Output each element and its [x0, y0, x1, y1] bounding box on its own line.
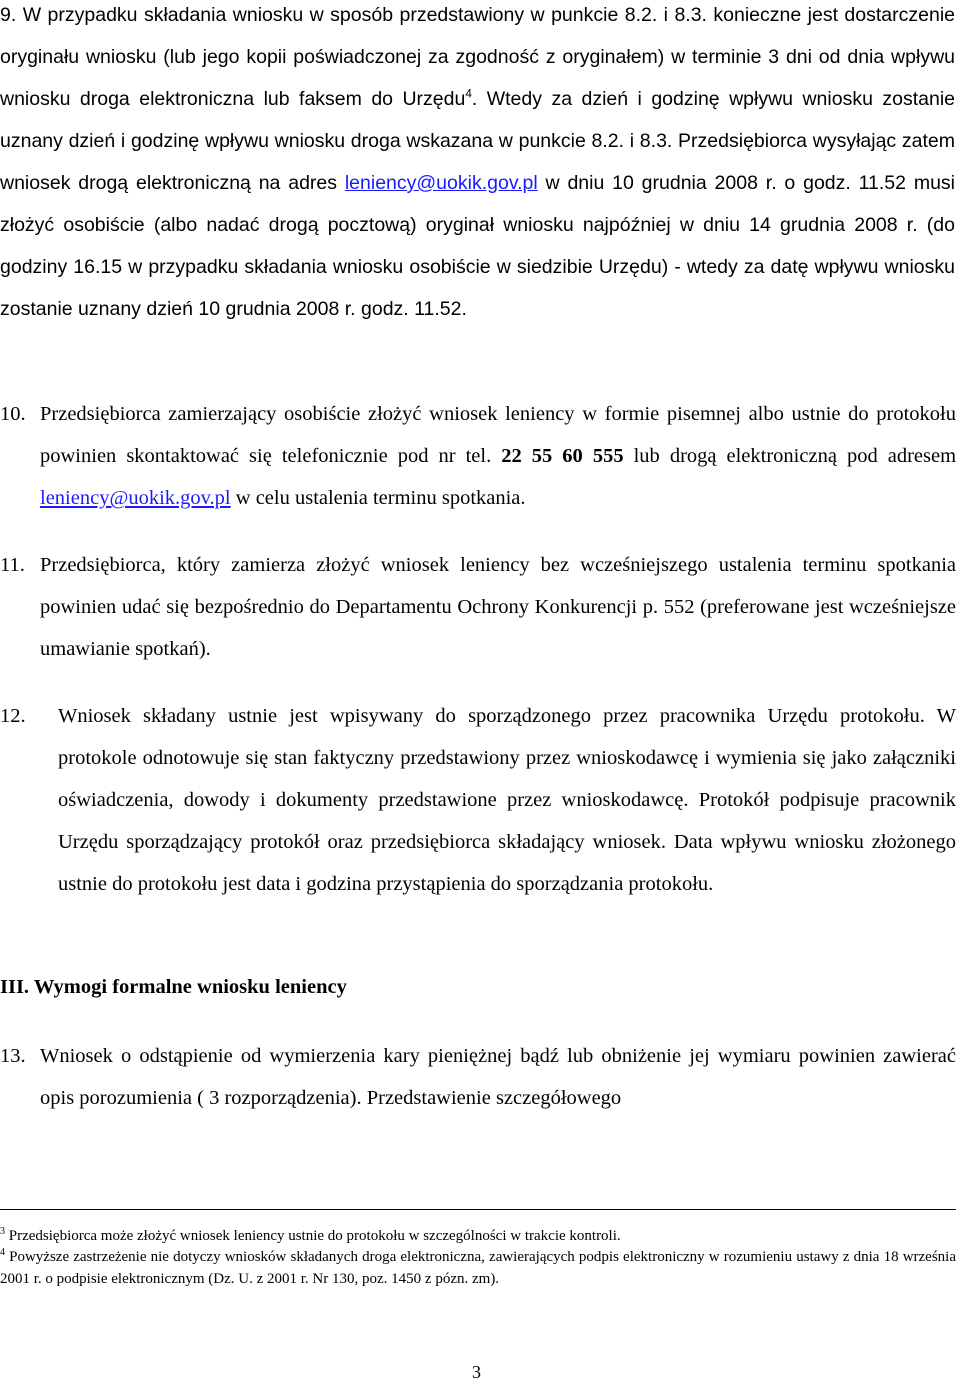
paragraph-10-text-a: Przedsiębiorca zamierzający osobiście złożyć wniosek leniency w formie pisemnej albo ustnie do protokołu powinien skontaktować się telefonicznie pod nr tel. [40, 403, 956, 467]
email-link-2[interactable]: leniency@uokik.gov.pl [40, 487, 231, 509]
page-number: 3 [472, 1362, 481, 1382]
footnote-4-text: Powyższe zastrzeżenie nie dotyczy wniosków składanych droga elektroniczna, zawierających podpis elektroniczny w rozumieniu ustawy z dnia 18 września 2001 r. o podpisie elektronicznym (Dz. U. z 2001 r. Nr 130, poz. 1450 z pózn. zm). [0, 1249, 956, 1287]
phone-number: 22 55 60 555 [501, 445, 624, 467]
footnote-3 [0, 1225, 956, 1247]
footnote-divider [0, 1209, 956, 1210]
footnote-4-mark: 4 [0, 1247, 5, 1258]
footnote-ref-4[interactable]: 4 [465, 87, 472, 101]
paragraph-10-text-b: lub drogą elektroniczną pod adresem [623, 445, 957, 467]
paragraph-10-text-c: w celu ustalenia terminu spotkania. [230, 487, 526, 509]
paragraph-11 [0, 544, 956, 670]
paragraph-12-text: Wniosek składany ustnie jest wpisywany do sporządzonego przez pracownika Urzędu protokołu. W protokole odnotowuje się stan faktyczny przedstawiony przez wnioskodawcę i wymienia się jako załączniki oświadczenia, dowody i dokumenty przedstawione przez wnioskodawcę. Protokół podpisuje pracownik Urzędu sporządzający protokół oraz przedsiębiorca składający wniosek. Data wpływu wniosku złożonego ustnie do protokołu jest data i godzina przystąpienia do sporządzania protokołu. [58, 705, 956, 895]
paragraph-9-text-a: 9. W przypadku składania wniosku w sposób przedstawiony w punkcie 8.2. i 8.3. konieczne jest dostarczenie oryginału wniosku (lub jego kopii poświadczonej za zgodność z oryginałem) w terminie 3 dni od dnia wpływu wniosku droga elektroniczna lub faksem do Urzędu [0, 4, 955, 110]
paragraph-9-text-b: . Wtedy za dzień i godzinę wpływu wniosku zostanie uznany dzień i godzinę wpływu wniosku droga wskazana w punkcie 8.2. i 8.3. Przedsiębiorca wysyłając zatem wniosek drogą elektroniczną na adres [0, 88, 955, 194]
paragraph-13-text: Wniosek o odstąpienie od wymierzenia kary pieniężnej bądź lub obniżenie jej wymiaru powinien zawierać opis porozumienia ( 3 rozporządzenia). Przedstawienie szczegółowego [40, 1045, 956, 1109]
email-link[interactable]: leniency@uokik.gov.pl [344, 172, 538, 194]
paragraph-9 [0, 0, 955, 330]
footnote-3-text: Przedsiębiorca może złożyć wniosek leniency ustnie do protokołu w szczególności w trakcie kontroli. [5, 1228, 621, 1244]
paragraph-11-number: 11. [0, 554, 25, 576]
paragraph-9-text-c: w dniu 10 grudnia 2008 r. o godz. 11.52 musi złożyć osobiście (albo nadać drogą pocztową) oryginał wniosku najpóźniej w dniu 14 grudnia 2008 r. (do godziny 16.15 w przypadku składania wniosku osobiście w siedzibie Urzędu) - wtedy za datę wpływu wniosku zostanie uznany dzień 10 grudnia 2008 r. godz. 11.52. [0, 172, 955, 320]
paragraph-13-number: 13. [0, 1045, 26, 1067]
paragraph-13 [0, 1035, 956, 1119]
footnote-4 [0, 1246, 956, 1290]
paragraph-10 [0, 393, 956, 519]
paragraph-10-number: 10. [0, 403, 26, 425]
paragraph-12-number: 12. [0, 705, 26, 727]
footnote-3-mark: 3 [0, 1226, 5, 1237]
paragraph-12 [0, 695, 956, 905]
section-heading: III. Wymogi formalne wniosku leniency [0, 976, 347, 998]
paragraph-11-text: Przedsiębiorca, który zamierza złożyć wniosek leniency bez wcześniejszego ustalenia terminu spotkania powinien udać się bezpośrednio do Departamentu Ochrony Konkurencji p. 552 (preferowane jest wcześniejsze umawianie spotkań). [40, 554, 956, 660]
